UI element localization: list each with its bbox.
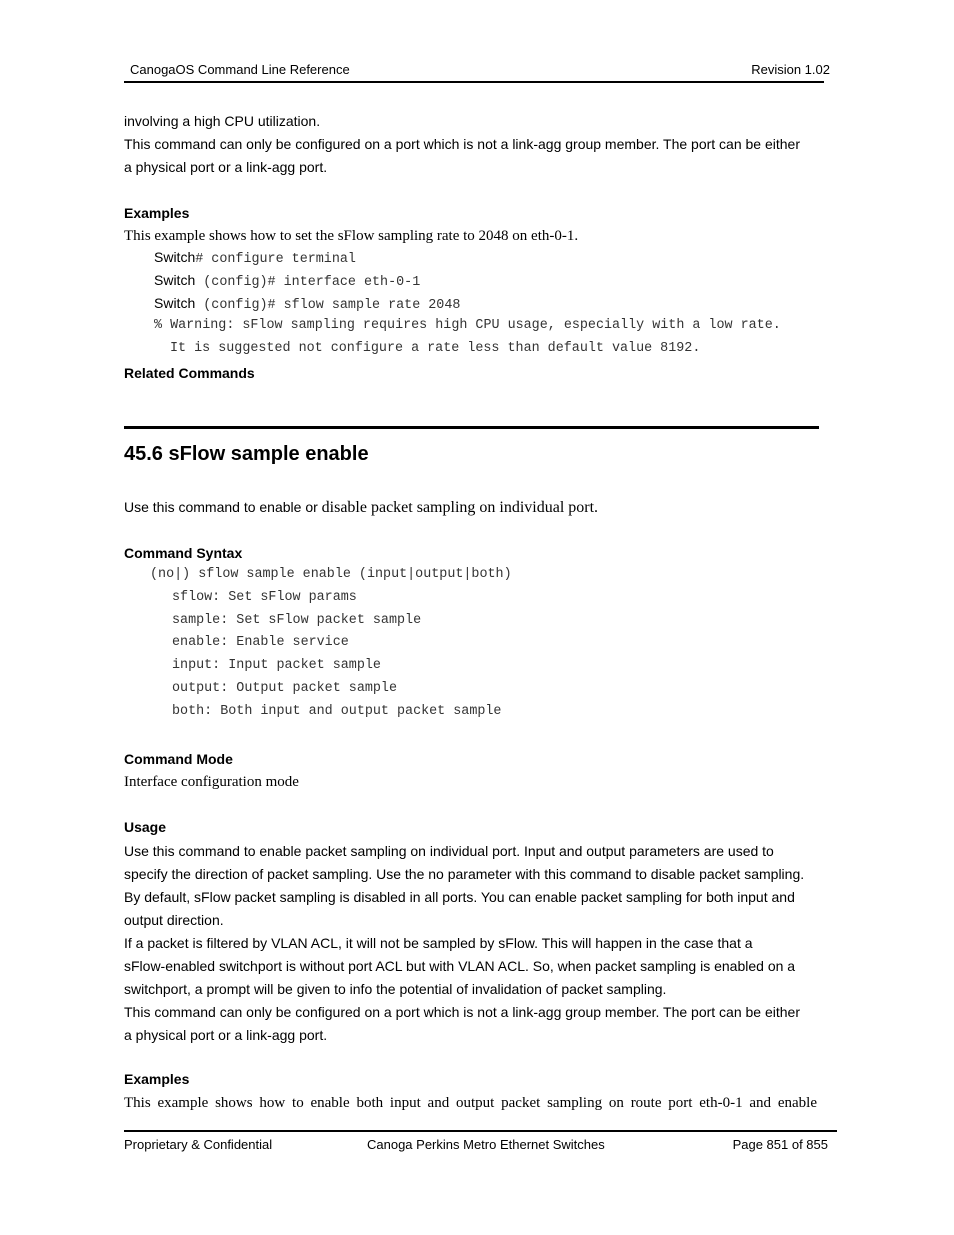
section-title: sFlow sample enable — [168, 443, 369, 465]
usage-paragraph — [124, 840, 834, 1047]
usage-line: Use this command to enable packet sampling on individual port. Input and output parameters are used to — [124, 843, 774, 859]
usage-line: sFlow-enabled switchport is without port ACL but with VLAN ACL. So, when packet sampling is enabled on a — [124, 958, 796, 974]
usage-line: output direction. — [124, 912, 224, 928]
syntax-param: output: Output packet sample — [172, 681, 397, 696]
footer-rule — [124, 1130, 837, 1132]
footer-center: Canoga Perkins Metro Ethernet Switches — [367, 1137, 605, 1152]
code-prompt: Switch — [154, 249, 196, 265]
syntax-command: (no|) sflow sample enable (input|output|both) — [150, 567, 512, 582]
command-mode-text: Interface configuration mode — [124, 774, 299, 790]
section-intro-sans: Use this command to enable or — [124, 499, 322, 515]
code-prompt: Switch — [154, 295, 196, 311]
code-prompt: Switch — [154, 272, 196, 288]
usage-line: This command can only be configured on a port which is not a link-agg group member. The port can be either — [124, 1004, 801, 1020]
header-title: CanogaOS Command Line Reference — [130, 62, 350, 77]
footer-page-number: Page 851 of 855 — [732, 1137, 828, 1152]
usage-line: a physical port or a link-agg port. — [124, 1027, 328, 1043]
code-line — [154, 249, 356, 267]
usage-line: By default, sFlow packet sampling is disabled in all ports. You can enable packet sampling for both input and — [124, 889, 795, 905]
section-intro — [124, 499, 598, 517]
section-intro-serif: disable packet sampling on individual port. — [321, 499, 599, 516]
examples-intro: This example shows how to set the sFlow sampling rate to 2048 on eth-0-1. — [124, 228, 579, 244]
top-line: This command can only be configured on a port which is not a link-agg group member. The port can be either — [124, 136, 801, 152]
footer-left: Proprietary & Confidential — [124, 1137, 273, 1152]
syntax-param: sflow: Set sFlow params — [172, 590, 357, 605]
top-paragraph — [124, 110, 834, 179]
header-revision: Revision 1.02 — [751, 62, 830, 77]
section-rule — [124, 426, 819, 429]
syntax-param: enable: Enable service — [172, 635, 349, 650]
examples-intro: This example shows how to enable both input and output packet sampling on route port eth-0-1 and enable — [124, 1095, 817, 1111]
examples-heading: Examples — [124, 1071, 190, 1087]
code-command: (config)# sflow sample rate 2048 — [195, 298, 461, 313]
related-commands-heading: Related Commands — [124, 365, 255, 381]
usage-heading: Usage — [124, 819, 167, 835]
code-command: (config)# interface eth-0-1 — [195, 275, 421, 290]
header-rule — [124, 81, 824, 83]
top-line: involving a high CPU utilization. — [124, 113, 321, 129]
code-line — [154, 295, 460, 313]
syntax-param: sample: Set sFlow packet sample — [172, 613, 422, 628]
section-number: 45.6 — [124, 443, 163, 465]
warning-line: It is suggested not configure a rate less than default value 8192. — [170, 341, 701, 356]
examples-heading: Examples — [124, 205, 190, 221]
syntax-param: both: Both input and output packet sample — [172, 704, 502, 719]
command-syntax-heading: Command Syntax — [124, 545, 243, 561]
section-heading — [124, 443, 369, 466]
command-mode-heading: Command Mode — [124, 751, 233, 767]
usage-line: switchport, a prompt will be given to info the potential of invalidation of packet sampling. — [124, 981, 667, 997]
code-line — [154, 272, 420, 290]
usage-line: specify the direction of packet sampling. Use the no parameter with this command to disable packet sampling. — [124, 866, 805, 882]
usage-line: If a packet is filtered by VLAN ACL, it will not be sampled by sFlow. This will happen in the case that a — [124, 935, 753, 951]
code-command: # configure terminal — [195, 252, 356, 267]
top-line: a physical port or a link-agg port. — [124, 159, 328, 175]
warning-line: % Warning: sFlow sampling requires high CPU usage, especially with a low rate. — [154, 318, 781, 333]
syntax-param: input: Input packet sample — [172, 658, 381, 673]
